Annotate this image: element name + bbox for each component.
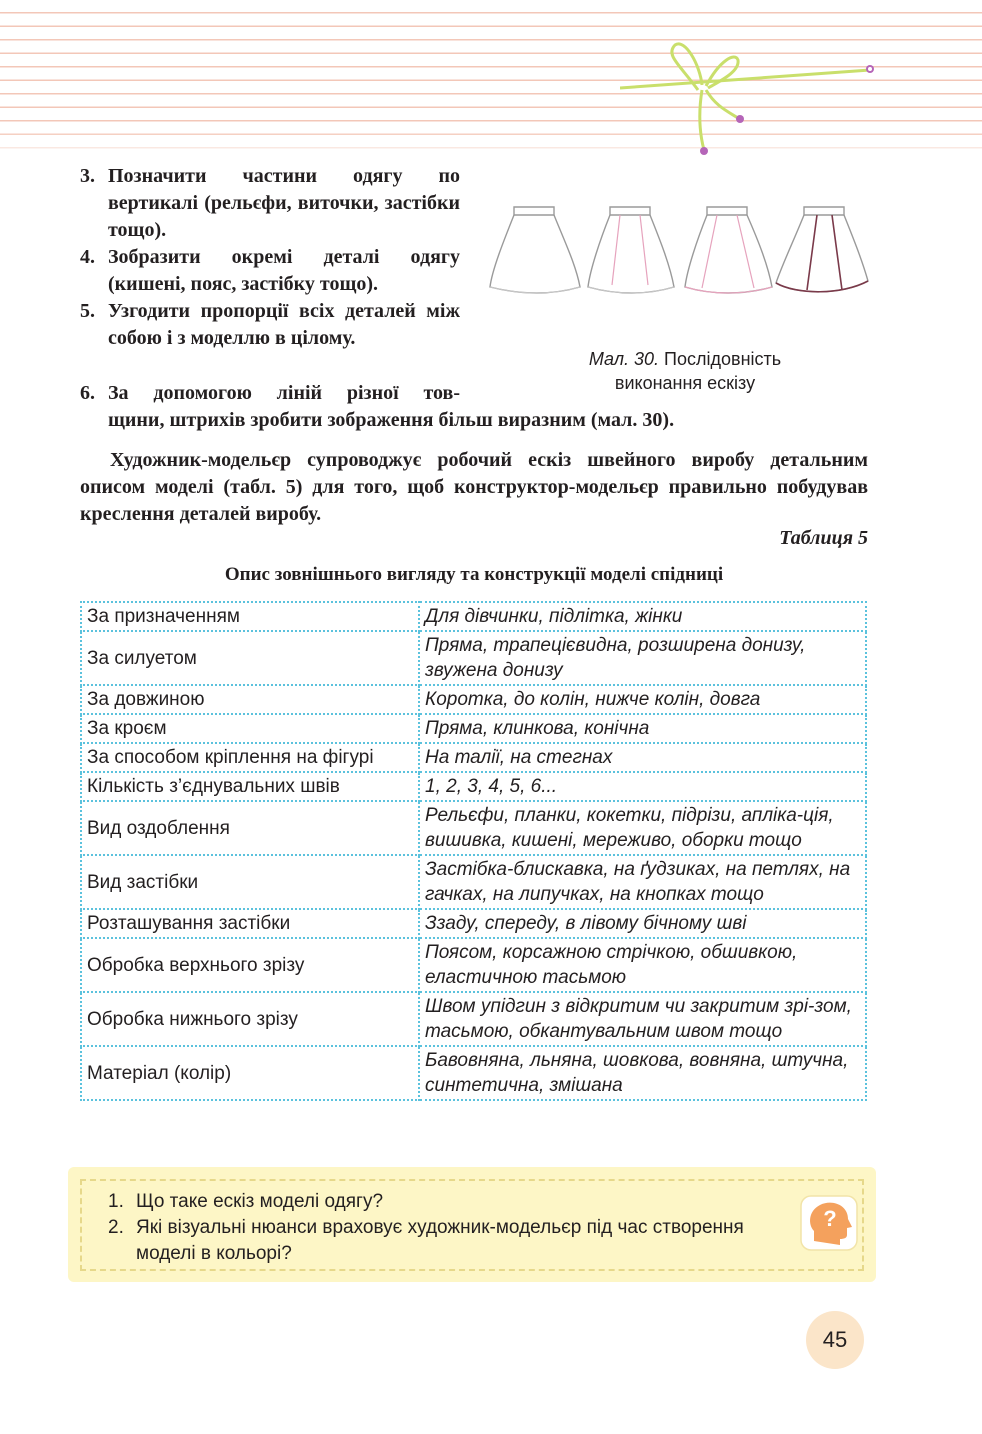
step-text-line-1: За допомогою ліній різної тов- (108, 382, 460, 404)
step-text: Узгодити пропорції всіх деталей між собою і з моделлю в цілому. (108, 300, 460, 349)
table-key-cell: Вид застібки (81, 855, 419, 909)
table-value-cell: 1, 2, 3, 4, 5, 6... (419, 772, 866, 801)
table-key-cell: Розташування застібки (81, 909, 419, 938)
table-value-cell: Застібка-блискавка, на ґудзиках, на петлях, на гачках, на липучках, на кнопках тощо (419, 855, 866, 909)
step-3 (80, 163, 460, 244)
review-questions-box (68, 1167, 876, 1282)
table-key-cell: За кроєм (81, 714, 419, 743)
body-paragraph: Художник-модельєр супроводжує робочий ескіз швейного виробу детальним описом моделі (табл. 5) для того, щоб конструктор-модельєр правильно побудував креслення деталей виробу. (80, 449, 868, 525)
question-item (108, 1215, 758, 1267)
table-value-cell: Рельєфи, планки, кокетки, підрізи, апліка-ція, вишивка, кишені, мереживо, оборки тощо (419, 801, 866, 855)
table-value-cell: Для дівчинки, підлітка, жінки (419, 602, 866, 631)
review-questions-list (108, 1189, 758, 1267)
thinking-head-question-icon (800, 1195, 858, 1251)
table-row (81, 855, 866, 909)
table-key-cell: Кількість з’єднувальних швів (81, 772, 419, 801)
figure-caption-text-2: виконання ескізу (614, 373, 756, 393)
table-value-cell: Пряма, клинкова, конічна (419, 714, 866, 743)
skirt-sketch-sequence-illustration (482, 195, 872, 305)
skirt-description-table (80, 601, 867, 1101)
table-row (81, 714, 866, 743)
step-number: 3. (80, 165, 95, 187)
figure-caption (540, 347, 830, 395)
table-key-cell: Матеріал (колір) (81, 1046, 419, 1100)
table-row (81, 992, 866, 1046)
question-text: Що таке ескіз моделі одягу? (136, 1191, 384, 1212)
table-row (81, 801, 866, 855)
table-value-cell: Поясом, корсажною стрічкою, обшивкою, еластичною тасьмою (419, 938, 866, 992)
table-row (81, 743, 866, 772)
step-text: Позначити частини одягу по вертикалі (рельєфи, виточки, застібки тощо). (108, 165, 460, 241)
step-number: 6. (80, 382, 95, 404)
table-value-cell: Коротка, до колін, нижче колін, довга (419, 685, 866, 714)
table-row (81, 938, 866, 992)
step-number: 5. (80, 300, 95, 322)
step-text-line-2: щини, штрихів зробити зображення більш виразним (мал. 30). (108, 409, 675, 431)
table-row (81, 909, 866, 938)
table-row (81, 1046, 866, 1100)
table-row (81, 685, 866, 714)
table-value-cell: Ззаду, спереду, в лівому бічному шві (419, 909, 866, 938)
table-key-cell: За силуетом (81, 631, 419, 685)
table-title: Опис зовнішнього вигляду та конструкції моделі спідниці (224, 564, 724, 585)
table-label: Таблиця 5 (779, 527, 868, 549)
table-key-cell: Обробка верхнього зрізу (81, 938, 419, 992)
step-number: 4. (80, 246, 95, 268)
step-4 (80, 244, 460, 298)
table-value-cell: Швом упідгин з відкритим чи закритим зрі-зом, тасьмою, обкантувальним швом тощо (419, 992, 866, 1046)
table-value-cell: Пряма, трапецієвидна, розширена донизу, звужена донизу (419, 631, 866, 685)
table-value-cell: Бавовняна, льняна, шовкова, вовняна, штучна, синтетична, змішана (419, 1046, 866, 1100)
table-value-cell: На талії, на стегнах (419, 743, 866, 772)
question-item (108, 1189, 758, 1215)
question-number: 2. (108, 1217, 124, 1238)
question-number: 1. (108, 1191, 124, 1212)
question-text: Які візуальні нюанси враховує художник-модельєр під час створення моделі в кольорі? (136, 1217, 744, 1264)
ribbon-bow-decoration (620, 30, 890, 160)
figure-caption-text-1: Послідовність (659, 349, 782, 369)
question-mark-glyph: ? (823, 1206, 837, 1231)
table-row (81, 602, 866, 631)
table-key-cell: За призначенням (81, 602, 419, 631)
page-number: 45 (806, 1311, 864, 1369)
table-key-cell: Вид оздоблення (81, 801, 419, 855)
table-row (81, 631, 866, 685)
instruction-steps (80, 163, 460, 352)
step-5 (80, 298, 460, 352)
table-key-cell: Обробка нижнього зрізу (81, 992, 419, 1046)
figure-caption-label: Мал. 30. (588, 349, 660, 369)
step-text: Зобразити окремі деталі одягу (кишені, пояс, застібку тощо). (108, 246, 460, 295)
table-key-cell: За довжиною (81, 685, 419, 714)
table-row (81, 772, 866, 801)
table-key-cell: За способом кріплення на фігурі (81, 743, 419, 772)
